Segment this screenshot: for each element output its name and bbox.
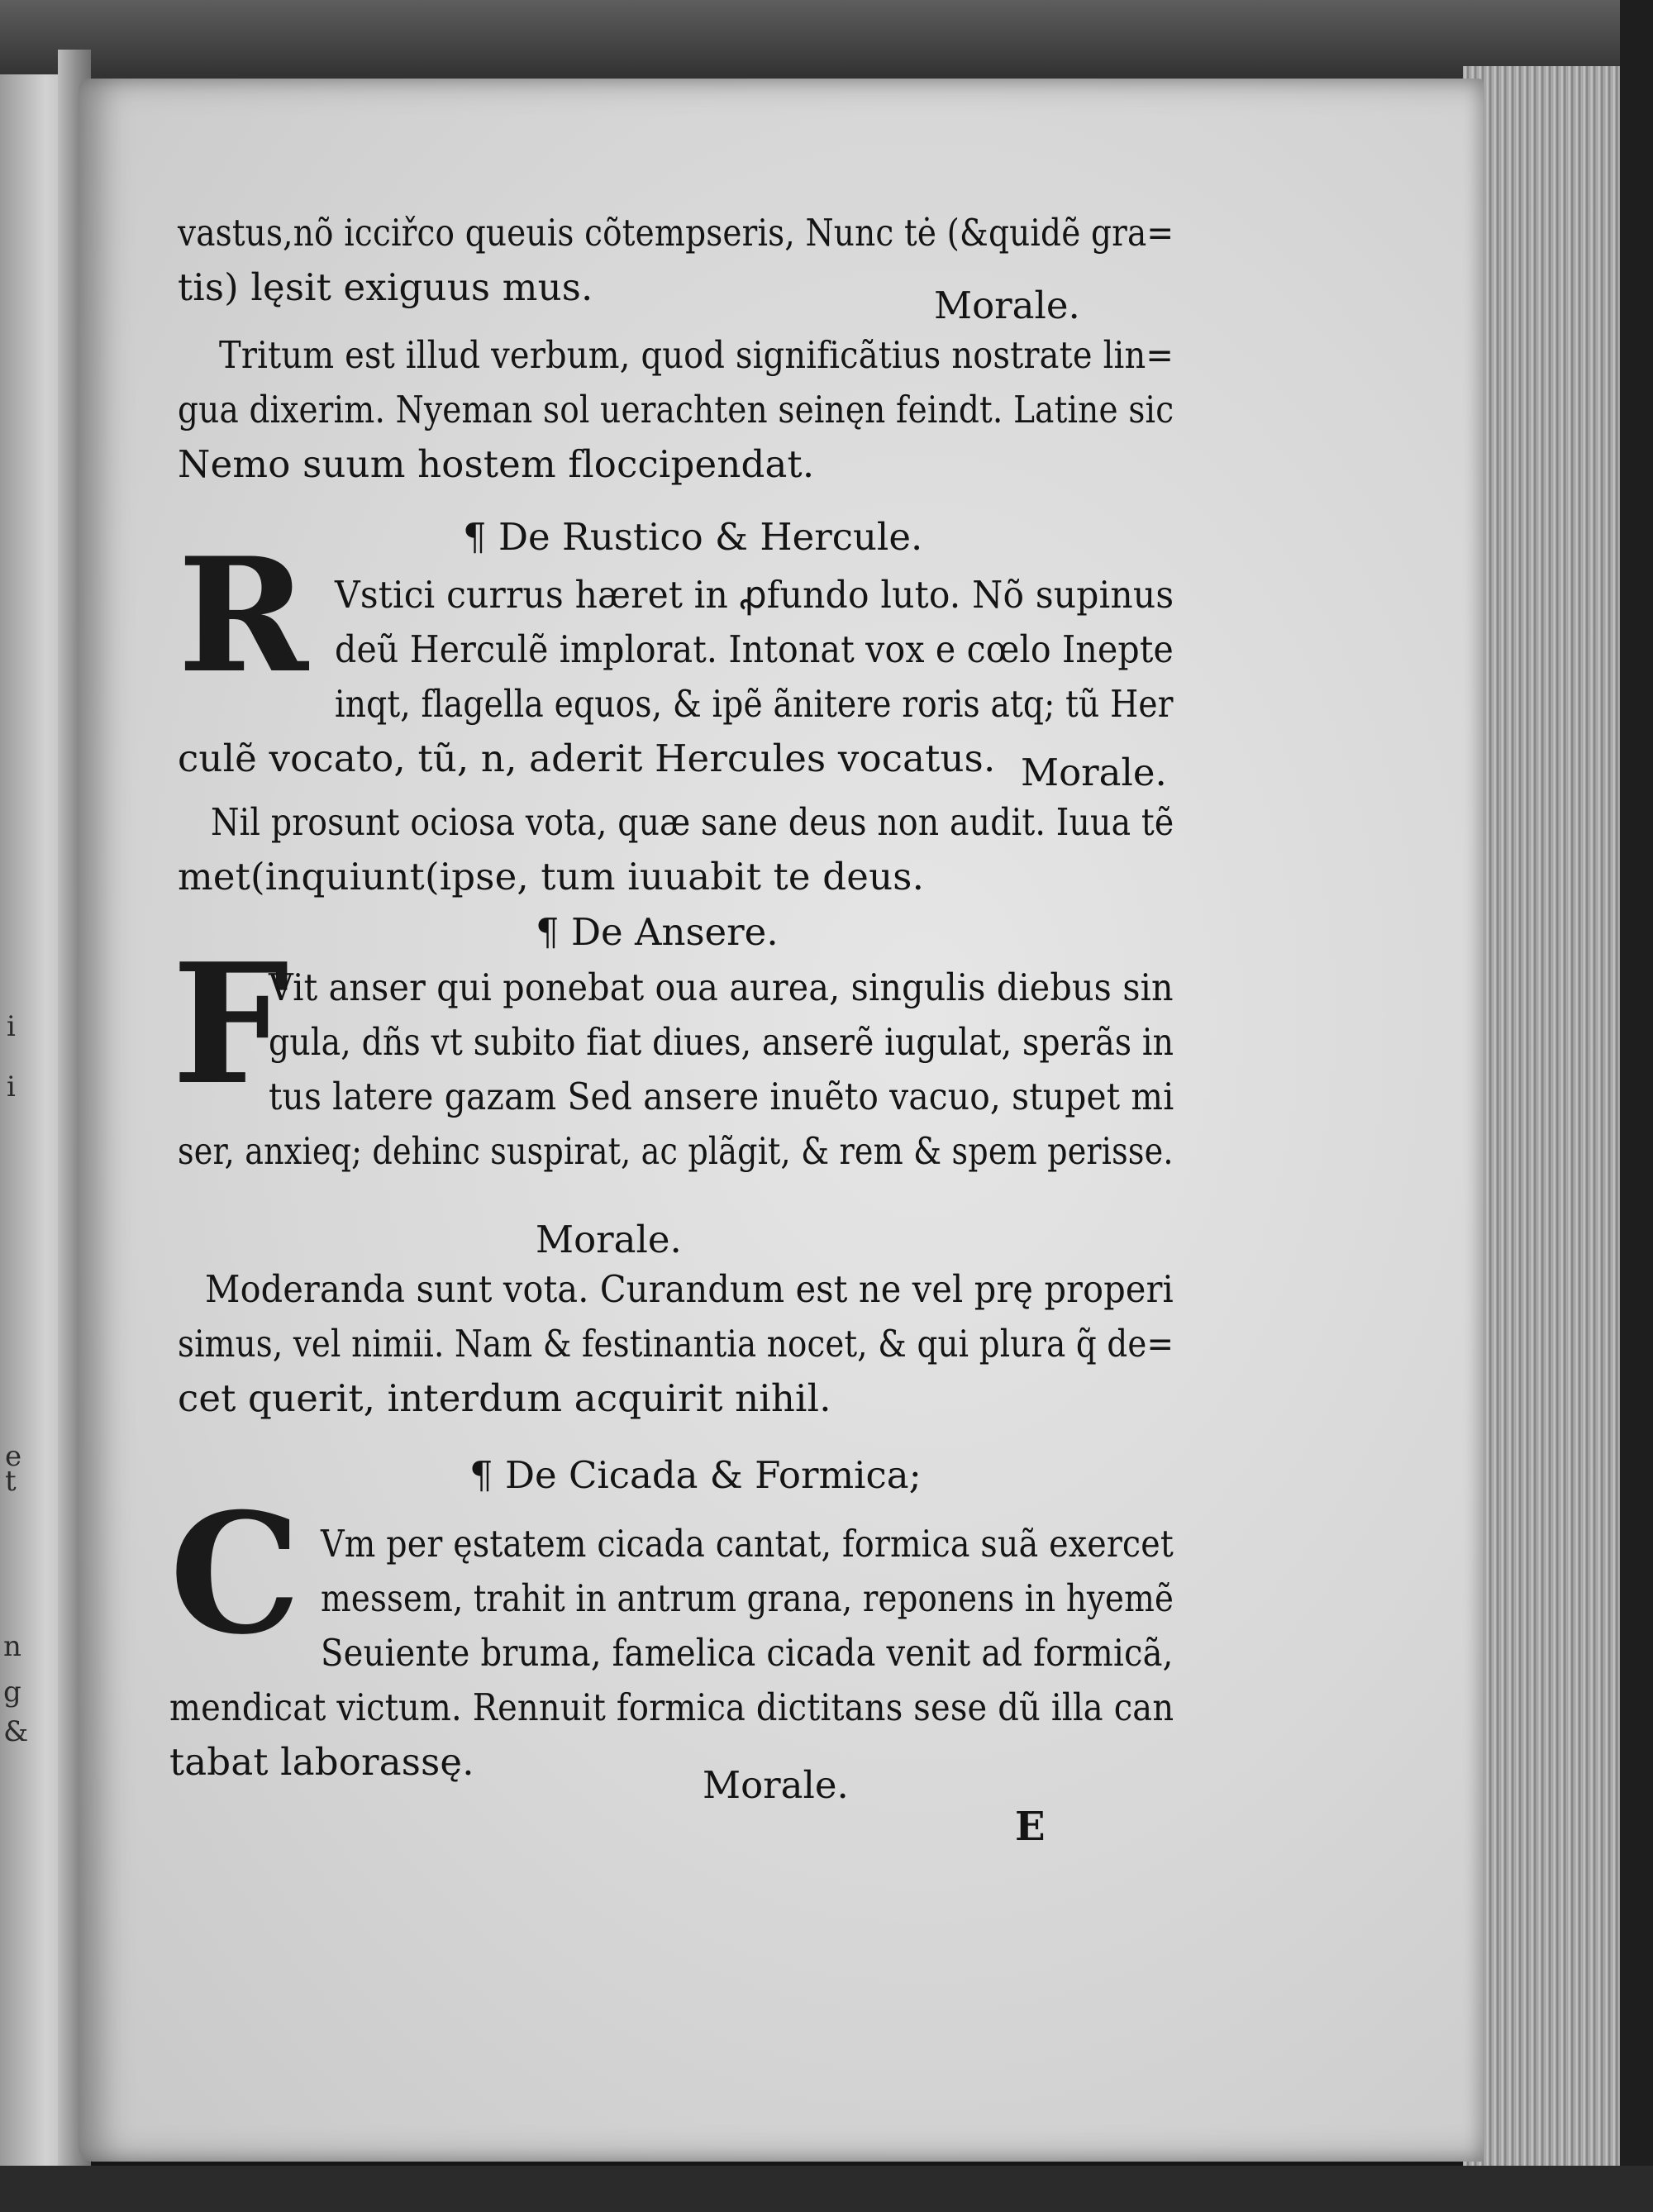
text-line: Nil prosunt ociosa vota, quæ sane deus non audit. Iuua tẽ <box>211 800 1174 844</box>
scan-background-top <box>0 0 1653 91</box>
text-line: Nemo suum hostem floccipendat. <box>178 442 815 486</box>
text-line: gula, dñs vt subito fiat diues, anserẽ iugulat, sperãs in <box>269 1020 1174 1064</box>
fable-title: De Ansere. <box>570 910 779 954</box>
morale-label: Morale. <box>1021 751 1167 794</box>
pilcrow-mark: ¶ <box>536 910 560 954</box>
text-line: Vstici currus hæret in ꝓfundo luto. Nõ supinus <box>335 573 1174 617</box>
text-line: tus latere gazam Sed ansere inuẽto vacuo, stupet mi <box>269 1075 1174 1118</box>
signature-mark: E <box>1015 1804 1046 1850</box>
left-margin-glyph: i <box>7 1010 16 1043</box>
text-line: tis) lęsit exiguus mus. <box>178 265 593 309</box>
text-line: messem, trahit in antrum grana, reponens in hyemẽ <box>321 1576 1174 1620</box>
fable-title: De Cicada & Formica; <box>504 1453 922 1497</box>
text-line: Moderanda sunt vota. Curandum est ne vel prę properi <box>205 1267 1174 1311</box>
text-line: deũ Herculẽ implorat. Intonat vox e cœlo Inepte <box>335 627 1174 671</box>
text-line: gua dixerim. Nyeman sol uerachten seinęn feindt. Latine sic <box>178 388 1174 431</box>
morale-label: Morale. <box>536 1218 682 1261</box>
text-line: met(inquiunt(ipse, tum iuuabit te deus. <box>178 855 925 899</box>
text-line: cet querit, interdum acquirit nihil. <box>178 1376 831 1420</box>
scan-background-right <box>1620 0 1653 2212</box>
fable-title: De Rustico & Hercule. <box>498 515 923 559</box>
text-line: inqt, flagella equos, & ipẽ ãnitere roris atq; tũ Her <box>335 682 1174 726</box>
drop-cap-initial: F <box>172 927 289 1122</box>
fable-heading <box>463 512 922 562</box>
morale-label: Morale. <box>934 284 1080 327</box>
drop-cap-initial: R <box>178 523 308 708</box>
left-margin-glyph: & <box>3 1715 29 1748</box>
text-line: culẽ vocato, tũ, n, aderit Hercules vocatus. <box>178 737 996 780</box>
left-margin-glyph: g <box>3 1676 21 1709</box>
text-line: mendicat victum. Rennuit formica dictitans sese dũ illa can <box>169 1685 1174 1729</box>
text-line: Seuiente bruma, famelica cicada venit ad formicã, <box>321 1631 1174 1675</box>
text-line: Vm per ęstatem cicada cantat, formica suã exercet <box>321 1522 1174 1566</box>
pilcrow-mark: ¶ <box>463 515 487 559</box>
text-line: vastus,nõ icciřco queuis cõtempseris, Nunc tė (&quidẽ gra= <box>178 211 1174 255</box>
text-line: Vit anser qui ponebat oua aurea, singulis diebus sin <box>269 965 1174 1009</box>
fable-heading <box>469 1451 922 1500</box>
text-line: ser, anxieq; dehinc suspirat, ac plãgit, & rem & spem perisse. <box>178 1129 1174 1173</box>
text-line: Tritum est illud verbum, quod significãtius nostrate lin= <box>219 333 1174 377</box>
text-line: tabat laborassę. <box>169 1740 474 1784</box>
drop-cap-initial: C <box>169 1477 302 1671</box>
left-margin-glyph: i <box>7 1070 16 1104</box>
left-margin-glyph: t <box>5 1465 17 1498</box>
scan-background-bottom <box>0 2166 1653 2212</box>
fable-heading <box>536 908 779 957</box>
left-margin-glyph: n <box>3 1630 21 1663</box>
text-line: simus, vel nimii. Nam & festinantia nocet, & qui plura q̃ de= <box>178 1322 1174 1366</box>
morale-label: Morale. <box>703 1763 849 1807</box>
left-margin-glyph: e <box>5 1440 22 1473</box>
pilcrow-mark: ¶ <box>469 1453 493 1497</box>
